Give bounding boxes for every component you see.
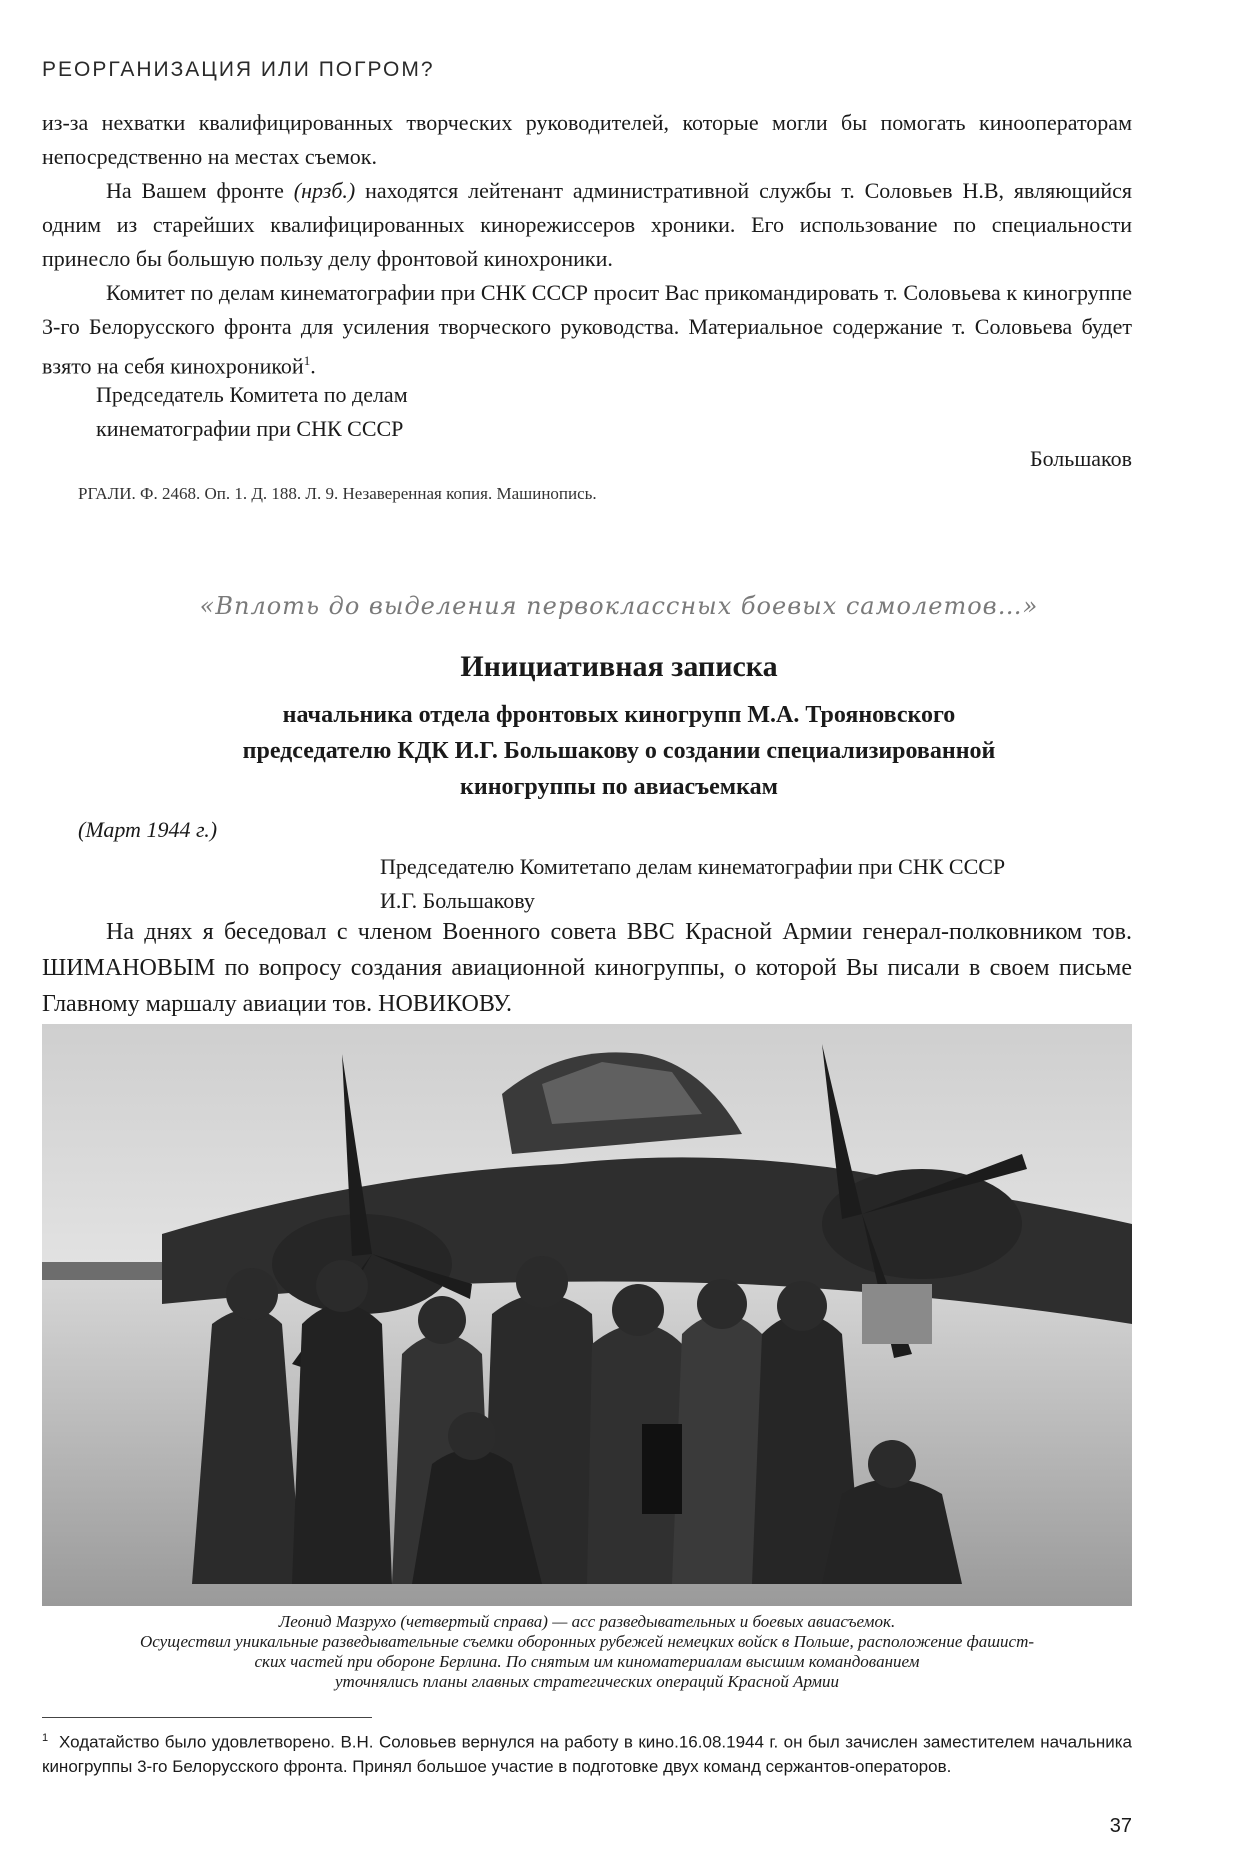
photo-caption-line-4: уточнялись планы главных стратегических операций Красной Армии <box>335 1672 839 1691</box>
photo-caption-line-2: Осуществил уникальные разведывательные съемки оборонных рубежей немецких войск в Польше, расположение фашист- <box>139 1632 1035 1651</box>
footnote-text: Ходатайство было удовлетворено. В.Н. Соловьев вернулся на работу в кино.16.08.1944 г. он был зачислен заместителем начальника киногруппы 3-го Белорусского фронта. Принял большое участие в подготовке двух команд сержантов-операторов. <box>42 1732 1132 1776</box>
paragraph-1: из-за нехватки квалифицированных творческих руководителей, которые могли бы помогать кинооператорам непосредственно на местах съемок. <box>42 110 1132 169</box>
paragraph-3 <box>42 276 1132 383</box>
paragraph-2-note: (нрзб.) <box>293 178 356 203</box>
footnote <box>42 1726 1132 1779</box>
footnote-ref: 1 <box>303 353 311 368</box>
document-body: На днях я беседовал с членом Военного совета ВВС Красной Армии генерал-полковником тов. ШИМАНОВЫМ по вопросу создания авиационной киногруппы, о которой Вы писали в своем письме Главному маршалу авиации тов. НОВИКОВУ. <box>42 919 1132 1017</box>
document-subtitle-line-3: киногруппы по авиасъемкам <box>460 774 778 800</box>
footnote-divider <box>42 1717 372 1718</box>
photo-caption-line-1: Леонид Мазрухо (четвертый справа) — асс разведывательных и боевых авиасъемок. <box>278 1612 896 1631</box>
paragraph-2-text-a: На Вашем фронте <box>106 178 294 203</box>
archive-reference: РГАЛИ. Ф. 2468. Оп. 1. Д. 188. Л. 9. Незаверенная копия. Машинопись. <box>78 484 597 503</box>
addressee-line-1: Председателю Комитетапо делам кинематографии при СНК СССР <box>380 854 1006 879</box>
paragraph-3-end: . <box>310 353 316 379</box>
document-date: (Март 1944 г.) <box>78 817 218 842</box>
document-subtitle-line-1: начальника отдела фронтовых киногрупп М.А. Трояновского <box>282 702 956 728</box>
document-subtitle <box>0 697 1238 805</box>
epigraph: «Вплоть до выделения первоклассных боевых самолетов…» <box>199 592 1039 620</box>
addressee <box>380 850 1005 918</box>
paragraph-2 <box>42 174 1132 276</box>
paragraph-2-text-b: находятся лейтенант административной службы т. Соловьев Н.В, являющийся одним из старейших квалифицированных кинорежиссеров хроники. Его использование по специальности принесло бы большую пользу делу фронтовой кинохроники. <box>42 178 1133 271</box>
document-title: Инициативная записка <box>460 650 778 683</box>
running-head: РЕОРГАНИЗАЦИЯ ИЛИ ПОГРОМ? <box>42 58 435 81</box>
signature-name: Большаков <box>1029 446 1132 471</box>
document-subtitle-line-2: председателю КДК И.Г. Большакову о создании специализированной <box>242 738 996 764</box>
signature-position <box>96 378 408 446</box>
photo-caption-line-3: ских частей при обороне Берлина. По снятым им киноматериалам высшим командованием <box>254 1652 920 1671</box>
signature-line-1: Председатель Комитета по делам <box>96 382 408 407</box>
photo-caption <box>42 1612 1132 1692</box>
paragraph-3-text: Комитет по делам кинематографии при СНК СССР просит Вас прикомандировать т. Соловьева к киногруппе 3-го Белорусского фронта для усиления творческого руководства. Материальное содержание т. Соловьева будет взято на себя кинохроникой <box>42 280 1132 379</box>
signature-line-2: кинематографии при СНК СССР <box>96 416 404 441</box>
footnote-number: 1 <box>42 1732 49 1744</box>
photo-aircrew-and-plane <box>42 1024 1132 1606</box>
addressee-line-2: И.Г. Большакову <box>380 888 535 913</box>
page-number: 37 <box>1109 1815 1132 1837</box>
